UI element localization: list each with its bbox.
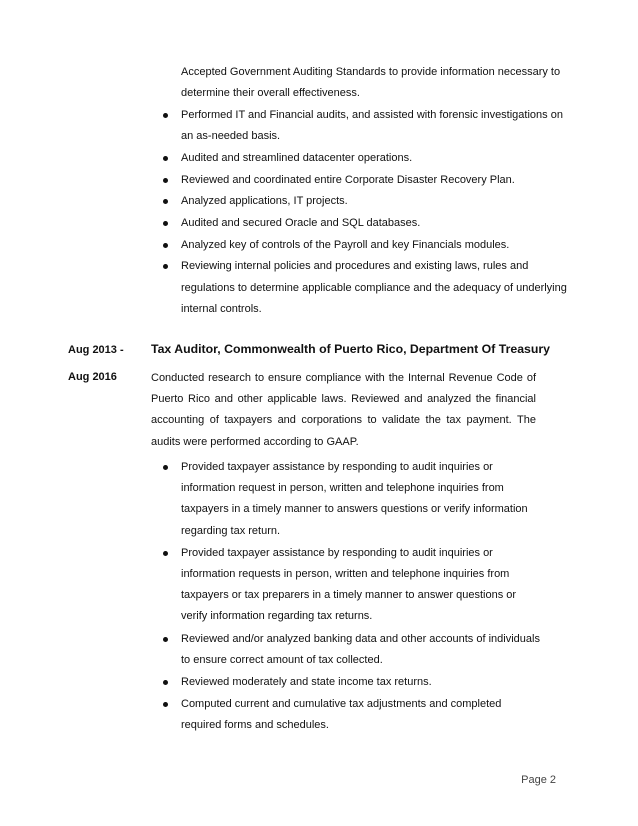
bullet-item: Accepted Government Auditing Standards to provide information necessary to determine their overall effectiveness. <box>181 66 561 100</box>
bullet-item: Provided taxpayer assistance by responding to audit inquiries or information request in person, written and telephone inquiries from taxpayers in a timely manner to answers questions or verify information regarding tax return. <box>158 457 543 542</box>
bullet-item: Reviewed and coordinated entire Corporate Disaster Recovery Plan. <box>158 170 578 191</box>
job-title: Tax Auditor, Commonwealth of Puerto Rico, Department Of Treasury <box>151 342 551 356</box>
bullet-item: Analyzed key of controls of the Payroll and key Financials modules. <box>158 235 578 256</box>
bullet-item: Computed current and cumulative tax adjustments and completed required forms and schedules. <box>158 694 543 736</box>
previous-job-bullet-list <box>158 62 578 320</box>
job-end-date: Aug 2016 <box>68 371 117 383</box>
bullet-item: Analyzed applications, IT projects. <box>158 191 578 212</box>
bullet-item: Performed IT and Financial audits, and assisted with forensic investigations on an as-needed basis. <box>158 105 578 147</box>
bullet-item: Reviewed and/or analyzed banking data and other accounts of individuals to ensure correct amount of tax collected. <box>158 629 543 671</box>
job-start-date: Aug 2013 - <box>68 344 124 356</box>
page-number: Page 2 <box>521 774 556 786</box>
bullet-item: Reviewing internal policies and procedures and existing laws, rules and regulations to determine applicable compliance and the adequacy of underlying internal controls. <box>158 256 578 320</box>
bullet-item: Audited and streamlined datacenter operations. <box>158 148 578 169</box>
bullet-item: Audited and secured Oracle and SQL databases. <box>158 213 578 234</box>
job-description: Conducted research to ensure compliance with the Internal Revenue Code of Puerto Rico and other applicable laws. Reviewed and analyzed the financial accounting of taxpayers and corporations to validate the tax payment. The audits were performed according to GAAP. <box>151 372 536 448</box>
job-bullet-list <box>158 457 543 737</box>
bullet-item: Provided taxpayer assistance by responding to audit inquiries or information requests in person, written and telephone inquiries from taxpayers or tax preparers in a timely manner to answer questions or verify information regarding tax returns. <box>158 543 543 628</box>
bullet-item: Reviewed moderately and state income tax returns. <box>158 672 543 693</box>
